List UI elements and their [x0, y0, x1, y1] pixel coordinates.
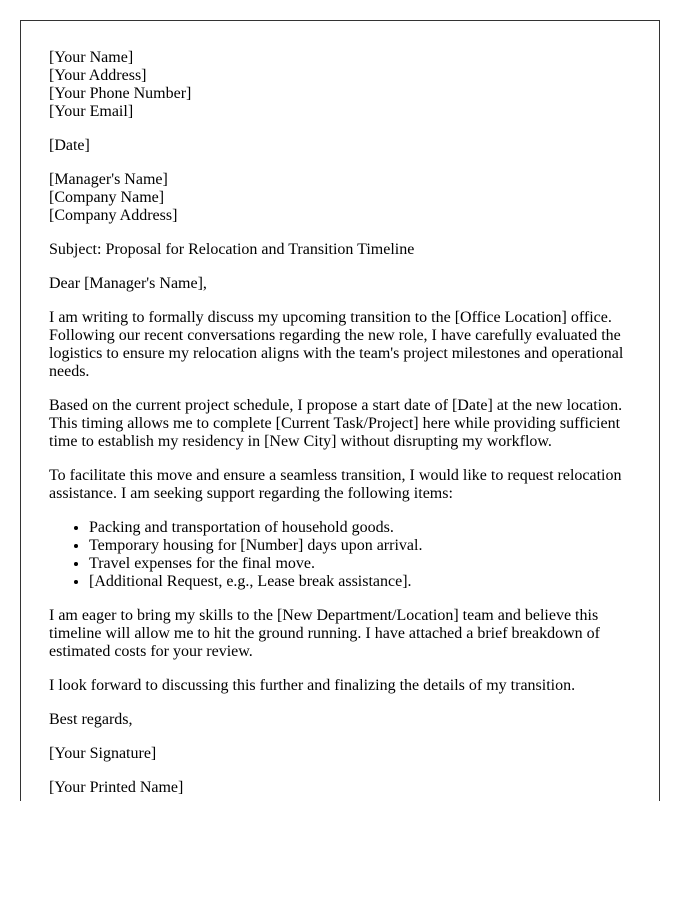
sender-email: [Your Email]	[49, 103, 134, 120]
request-item: • Travel expenses for the final move.	[89, 555, 631, 573]
signature: [Your Signature]	[49, 745, 157, 762]
request-list	[49, 519, 631, 591]
signoff: Best regards,	[49, 711, 133, 728]
letter-date: [Date]	[49, 137, 90, 154]
request-item: • Packing and transportation of household goods.	[89, 519, 631, 537]
recipient-name: [Manager's Name]	[49, 171, 168, 188]
sender-name: [Your Name]	[49, 49, 134, 66]
recipient-address: [Company Address]	[49, 207, 178, 224]
sender-phone: [Your Phone Number]	[49, 85, 192, 102]
request-item: • [Additional Request, e.g., Lease break assistance].	[89, 573, 631, 591]
body-paragraph-2: Based on the current project schedule, I propose a start date of [Date] at the new location. This timing allows me to complete [Current Task/Project] here while providing sufficient time to establish my residency in [New City] without disrupting my workflow.	[49, 397, 623, 450]
recipient-block	[49, 171, 631, 225]
recipient-company: [Company Name]	[49, 189, 165, 206]
closing-paragraph-2: I look forward to discussing this further and finalizing the details of my transition.	[49, 677, 576, 694]
body-paragraph-1: I am writing to formally discuss my upcoming transition to the [Office Location] office. Following our recent conversations regarding the new role, I have carefully evaluated the logistics to ensure my relocation aligns with the team's project milestones and operational needs.	[49, 309, 624, 380]
request-item: • Temporary housing for [Number] days upon arrival.	[89, 537, 631, 555]
printed-name: [Your Printed Name]	[49, 779, 184, 796]
letter-page	[20, 20, 660, 801]
date-block	[49, 137, 631, 155]
body-paragraph-3: To facilitate this move and ensure a seamless transition, I would like to request relocation assistance. I am seeking support regarding the following items:	[49, 467, 622, 502]
subject-line: Subject: Proposal for Relocation and Transition Timeline	[49, 241, 415, 258]
closing-paragraph-1: I am eager to bring my skills to the [New Department/Location] team and believe this timeline will allow me to hit the ground running. I have attached a brief breakdown of estimated costs for your review.	[49, 607, 600, 660]
salutation: Dear [Manager's Name],	[49, 275, 207, 292]
sender-block	[49, 49, 631, 121]
sender-address: [Your Address]	[49, 67, 147, 84]
